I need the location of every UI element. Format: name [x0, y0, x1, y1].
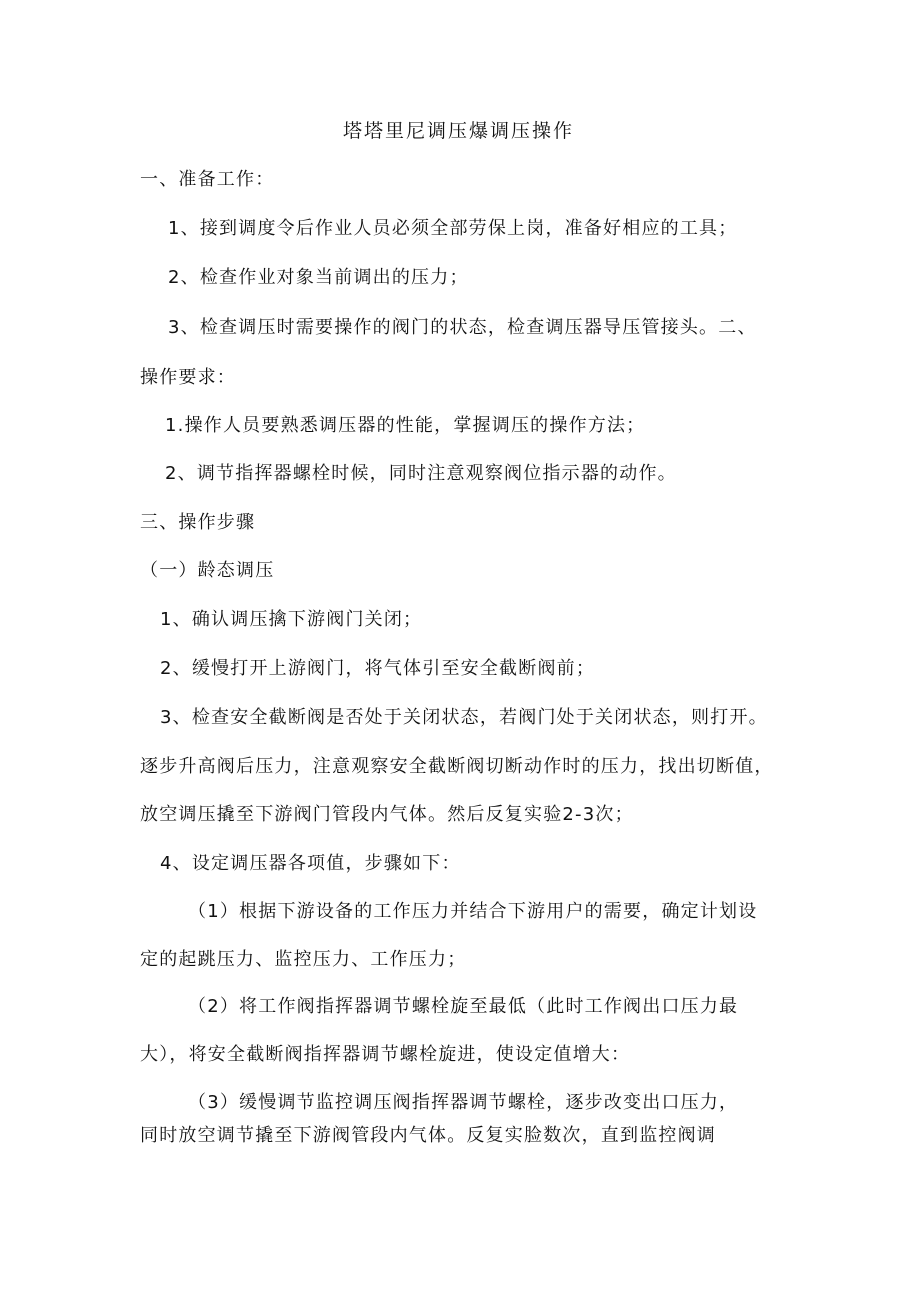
section-heading-steps: 三、操作步骤	[140, 512, 256, 533]
paragraph-line: 逐步升高阀后压力，注意观察安全截断阀切断动作时的压力，找出切断值，	[140, 756, 774, 777]
document-title: 塔塔里尼调压爆调压操作	[343, 120, 575, 142]
paragraph-line: 2、检查作业对象当前调出的压力；	[168, 267, 469, 288]
section-heading-requirements: 操作要求：	[140, 367, 236, 388]
paragraph-line: 2、调节指挥器螺栓时候，同时注意观察阀位指示器的动作。	[165, 463, 677, 484]
paragraph-line: （2）将工作阀指挥器调节螺栓旋至最低（此时工作阀出口压力最	[188, 996, 739, 1017]
paragraph-line: （1）根据下游设备的工作压力并结合下游用户的需要，确定计划设	[188, 901, 758, 922]
paragraph-line: 3、检查调压时需要操作的阀门的状态，检查调压器导压管接头。二、	[168, 317, 757, 338]
paragraph-line: 1.操作人员要熟悉调压器的性能，掌握调压的操作方法；	[165, 415, 646, 436]
paragraph-line: 3、检查安全截断阀是否处于关闭状态，若阀门处于关闭状态，则打开。	[160, 707, 768, 728]
subsection-heading: （一）龄态调压	[140, 560, 275, 581]
paragraph-line: 同时放空调节撬至下游阀管段内气体。反复实脸数次，直到监控阀调	[140, 1125, 716, 1146]
paragraph-line: 4、设定调压器各项值，步骤如下：	[160, 853, 461, 874]
paragraph-line: 1、接到调度令后作业人员必须全部劳保上岗，准备好相应的工具；	[168, 218, 738, 239]
paragraph-line: 大），将安全截断阀指挥器调节螺栓旋进，使设定值增大：	[140, 1044, 631, 1065]
paragraph-line: （3）缓慢调节监控调压阀指挥器调节螺栓，逐步改变出口压力，	[188, 1092, 739, 1113]
section-heading-preparation: 一、准备工作：	[140, 169, 275, 190]
paragraph-line: 定的起跳压力、监控压力、工作压力；	[140, 949, 467, 970]
paragraph-line: 2、缓慢打开上游阀门，将气体引至安全截断阀前；	[160, 658, 596, 679]
paragraph-line: 1、确认调压擒下游阀门关闭；	[160, 609, 423, 630]
paragraph-line: 放空调压撬至下游阀门管段内气体。然后反复实验2-3次；	[140, 804, 634, 825]
